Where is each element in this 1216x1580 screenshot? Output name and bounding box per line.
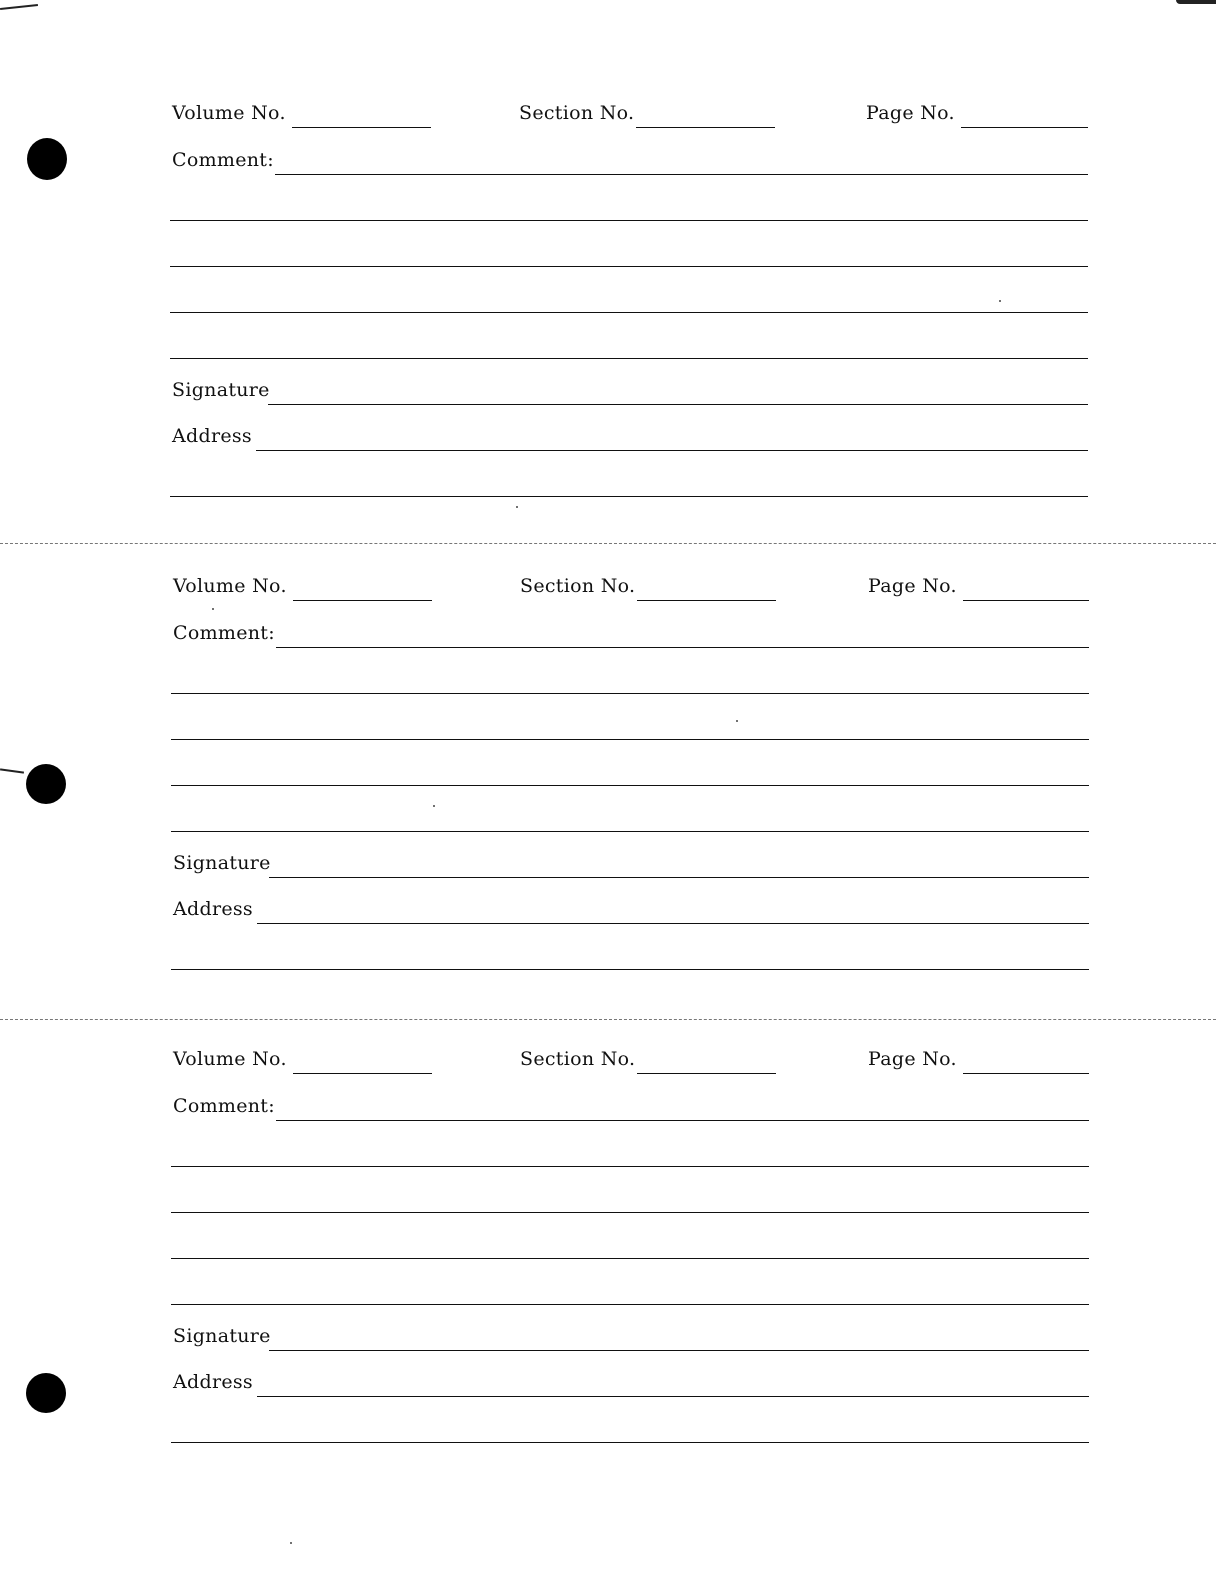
section-field[interactable] (636, 127, 775, 128)
address-label: Address (173, 898, 253, 920)
comment-field-line-2[interactable] (171, 1166, 1089, 1167)
comment-form-1 (0, 0, 1216, 480)
volume-field[interactable] (293, 1073, 432, 1074)
speck (212, 608, 214, 610)
section-field[interactable] (637, 600, 776, 601)
comment-field-line-1[interactable] (276, 1120, 1089, 1121)
comment-field-line-5[interactable] (171, 1304, 1089, 1305)
comment-label: Comment: (172, 149, 274, 171)
volume-label: Volume No. (173, 1048, 287, 1070)
comment-field-line-4[interactable] (170, 312, 1088, 313)
comment-field-line-5[interactable] (171, 831, 1089, 832)
comment-label: Comment: (173, 1095, 275, 1117)
address-field-line-1[interactable] (256, 450, 1088, 451)
address-label: Address (172, 425, 252, 447)
comment-field-line-1[interactable] (276, 647, 1089, 648)
volume-label: Volume No. (172, 102, 286, 124)
volume-field[interactable] (293, 600, 432, 601)
comment-field-line-2[interactable] (171, 693, 1089, 694)
page-label: Page No. (868, 1048, 957, 1070)
speck (433, 805, 435, 807)
comment-field-line-4[interactable] (171, 785, 1089, 786)
speck (516, 506, 518, 508)
comment-field-line-4[interactable] (171, 1258, 1089, 1259)
signature-label: Signature (173, 852, 271, 874)
speck (999, 300, 1001, 302)
signature-field[interactable] (269, 877, 1089, 878)
volume-field[interactable] (292, 127, 431, 128)
page-field[interactable] (963, 1073, 1089, 1074)
comment-form-2 (0, 473, 1216, 953)
section-field[interactable] (637, 1073, 776, 1074)
section-label: Section No. (519, 102, 635, 124)
page-field[interactable] (961, 127, 1088, 128)
comment-field-line-5[interactable] (170, 358, 1088, 359)
signature-label: Signature (172, 379, 270, 401)
signature-field[interactable] (269, 1350, 1089, 1351)
comment-field-line-3[interactable] (170, 266, 1088, 267)
address-label: Address (173, 1371, 253, 1393)
signature-field[interactable] (268, 404, 1088, 405)
scan-mark-top-right (1176, 0, 1216, 4)
section-label: Section No. (520, 1048, 636, 1070)
address-field-line-2[interactable] (171, 1442, 1089, 1443)
comment-form-3 (0, 946, 1216, 1426)
comment-label: Comment: (173, 622, 275, 644)
page-field[interactable] (963, 600, 1089, 601)
signature-label: Signature (173, 1325, 271, 1347)
speck (290, 1542, 292, 1544)
comment-field-line-1[interactable] (275, 174, 1088, 175)
page-label: Page No. (866, 102, 955, 124)
speck (736, 720, 738, 722)
comment-field-line-3[interactable] (171, 1212, 1089, 1213)
volume-label: Volume No. (173, 575, 287, 597)
address-field-line-1[interactable] (257, 923, 1089, 924)
page-label: Page No. (868, 575, 957, 597)
comment-field-line-3[interactable] (171, 739, 1089, 740)
address-field-line-1[interactable] (257, 1396, 1089, 1397)
comment-field-line-2[interactable] (170, 220, 1088, 221)
section-label: Section No. (520, 575, 636, 597)
